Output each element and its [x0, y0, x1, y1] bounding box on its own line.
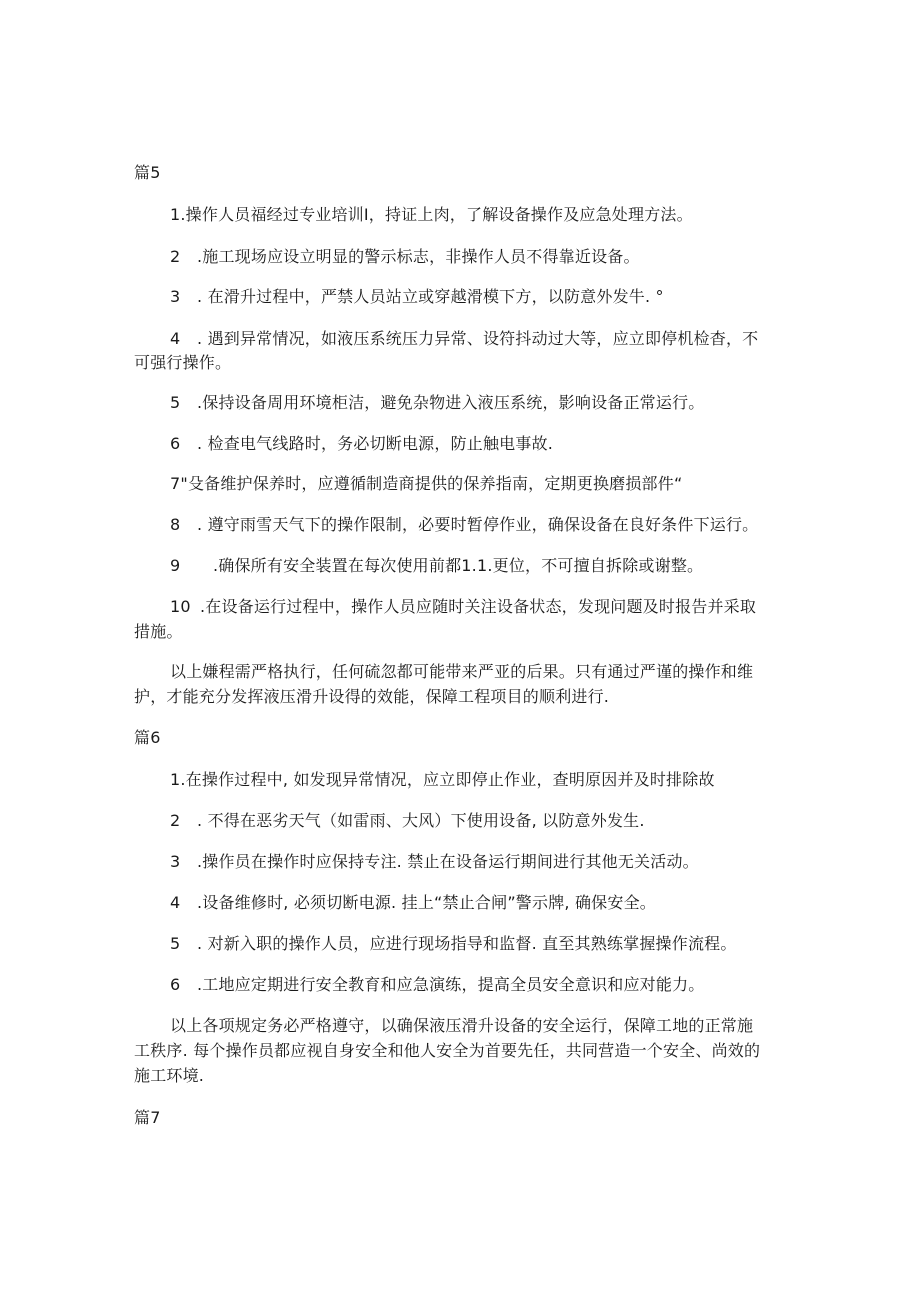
- list-item: [170, 205, 693, 225]
- list-item: [170, 934, 737, 954]
- item-number: 5: [170, 934, 181, 953]
- list-item: [170, 811, 645, 831]
- item-text-continuation: 可强行操作。: [134, 353, 232, 372]
- item-number: 2: [170, 247, 181, 266]
- item-number: 5: [170, 393, 181, 412]
- item-text: .确保所有安全装置在每次使用前都1.1.更位，不可擅自拆除或谢整。: [213, 556, 704, 575]
- list-item: [170, 434, 553, 454]
- item-text: . 对新入职的操作人员，应进行现场指导和监督. 直至其熟练掌握操作流程。: [197, 934, 737, 953]
- summary-paragraph: 工秩序. 每个操作员都应视自身安全和他人安全为首要先任，共同营造一个安全、尚效的: [134, 1041, 761, 1060]
- list-item: [170, 474, 682, 494]
- item-text: . 遵守雨雪天气下的操作限制，必要时暂停作业，确保设备在良好条件下运行。: [197, 515, 759, 534]
- list-item: [170, 597, 756, 617]
- list-item: [170, 893, 656, 913]
- item-number: 3: [170, 287, 181, 306]
- list-item: [170, 556, 703, 576]
- list-item: [170, 393, 705, 413]
- item-number: 4: [170, 893, 181, 912]
- item-number: 8: [170, 515, 181, 534]
- summary-paragraph: 以上各项规定务必严格遵守，以确保液压滑升设备的安全运行，保障工地的正常施: [170, 1016, 754, 1035]
- item-number: 4: [170, 329, 181, 348]
- item-number: 3: [170, 852, 181, 871]
- section-heading-6: 篇6: [134, 728, 161, 747]
- item-number: 6: [170, 434, 181, 453]
- section-heading-5: 篇5: [134, 163, 161, 182]
- item-text: .保持设备周用环境柜洁，避免杂物进入液压系统，影响设备正常运行。: [197, 393, 705, 412]
- item-text: .在操作过程中, 如发现异常情况，应立即停止作业，查明原因并及时排除故: [180, 770, 715, 789]
- item-number: 10: [170, 597, 191, 616]
- item-text: .操作员在操作时应保持专注. 禁止在设备运行期间进行其他无关活动。: [197, 852, 699, 871]
- list-item: [170, 770, 715, 790]
- item-number: 6: [170, 975, 181, 994]
- list-item: [170, 329, 758, 349]
- item-number: 9: [170, 556, 181, 575]
- item-text: . 检查电气线路时，务必切断电源，防止触电事故.: [197, 434, 554, 453]
- summary-paragraph: 护，才能充分发挥液压滑升设得的效能，保障工程项目的顺利进行.: [134, 687, 610, 706]
- item-text: .施工现场应设立明显的警示标志，非操作人员不得靠近设备。: [197, 247, 640, 266]
- item-text: . 遇到异常情况，如液压系统压力异常、设符抖动过大等，应立即停机检杳，不: [197, 329, 759, 348]
- item-number: 1: [170, 205, 181, 224]
- item-text: .在设备运行过程中，操作人员应随时关注设备状态，发现问题及时报告并采取: [200, 597, 757, 616]
- item-text: .设备维修时, 必须切断电源. 挂上“禁止合闸”警示牌, 确保安全。: [197, 893, 656, 912]
- list-item: [170, 515, 758, 535]
- summary-paragraph: 以上嫌程需严格执行，任何硫忽都可能带来严亚的后果。只有通过严谨的操作和维: [170, 662, 754, 681]
- item-number: 2: [170, 811, 181, 830]
- item-text: .操作人员福经过专业培训I，持证上肉，了解设备操作及应急处理方法。: [180, 205, 693, 224]
- item-text-continuation: 措施。: [134, 622, 183, 641]
- item-text: . 不得在恶劣天气（如雷雨、大风）下使用设备, 以防意外发生.: [197, 811, 645, 830]
- list-item: [170, 852, 699, 872]
- item-text: "殳备维护保养时，应遵循制造商提供的保养指南，定期更换磨损部件“: [180, 474, 683, 493]
- section-heading-7: 篇7: [134, 1108, 161, 1127]
- list-item: [170, 287, 664, 307]
- item-text: . 在滑升过程中，严禁人员站立或穿越滑模下方，以防意外发牛. °: [197, 287, 664, 306]
- item-number: 7: [170, 474, 181, 493]
- item-number: 1: [170, 770, 181, 789]
- list-item: [170, 247, 640, 267]
- list-item: [170, 975, 705, 995]
- item-text: .工地应定期进行安全教育和应急演练，提高全员安全意识和应对能力。: [197, 975, 705, 994]
- summary-paragraph: 施工环境.: [134, 1066, 205, 1085]
